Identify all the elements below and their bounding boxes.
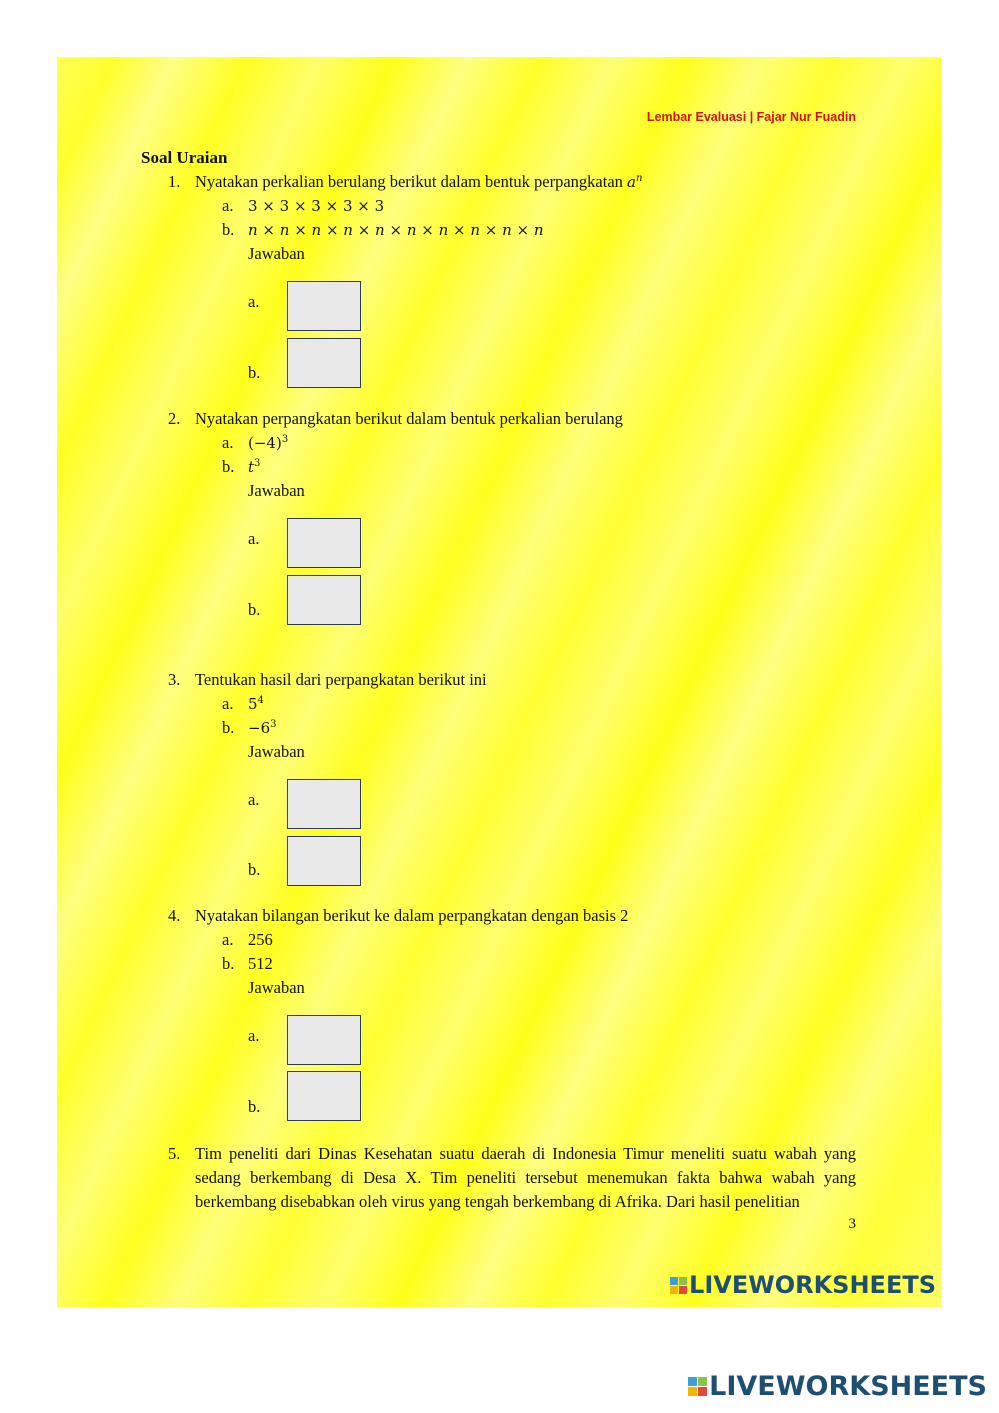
question-text: Nyatakan perpangkatan berikut dalam bentuk perkalian berulang — [195, 409, 623, 428]
question-number: 3. — [168, 670, 181, 689]
answer-label-a: a. — [248, 790, 260, 809]
answer-label-b: b. — [248, 860, 261, 879]
question-5 — [168, 1142, 856, 1214]
item-label: b. — [222, 220, 235, 239]
answer-box-2b[interactable] — [287, 575, 361, 625]
question-text: Nyatakan bilangan berikut ke dalam perpangkatan dengan basis 2 — [195, 906, 629, 925]
question-3-item-b — [222, 718, 277, 738]
item-label: b. — [222, 954, 235, 973]
item-label: b. — [222, 718, 235, 737]
item-label: a. — [222, 433, 234, 452]
item-label: a. — [222, 694, 234, 713]
item-expression: $-6^3$ — [248, 719, 277, 737]
question-1-item-b — [222, 220, 544, 240]
question-2 — [168, 409, 623, 429]
answer-box-4a[interactable] — [287, 1015, 361, 1065]
item-label: a. — [222, 196, 234, 215]
liveworksheets-logo-icon — [670, 1277, 687, 1294]
answer-box-3b[interactable] — [287, 836, 361, 886]
liveworksheets-watermark-inner — [670, 1271, 936, 1299]
item-expression: 3 × 3 × 3 × 3 × 3 — [248, 197, 385, 215]
question-number: 4. — [168, 906, 181, 925]
question-text: Nyatakan perkalian berulang berikut dalam bentuk perpangkatan — [195, 172, 623, 191]
question-text: Tentukan hasil dari perpangkatan berikut ini — [195, 670, 487, 689]
header-credit: Lembar Evaluasi | Fajar Nur Fuadin — [646, 110, 856, 124]
answer-label-b: b. — [248, 600, 261, 619]
answer-label-a: a. — [248, 292, 260, 311]
item-expression: $(-4)^3$ — [248, 434, 289, 452]
question-3 — [168, 670, 487, 690]
item-value: 512 — [248, 954, 273, 973]
item-label: b. — [222, 457, 235, 476]
answer-box-1b[interactable] — [287, 338, 361, 388]
answer-heading: Jawaban — [248, 481, 305, 500]
answer-label-b: b. — [248, 1097, 261, 1116]
answer-label-b: b. — [248, 363, 261, 382]
item-expression: n × n × n × n × n × n × n × n × n × n — [248, 221, 544, 239]
question-text: Tim peneliti dari Dinas Kesehatan suatu daerah di Indonesia Timur meneliti suatu wabah yang sedang berkembang di Desa X. Tim peneliti tersebut menemukan fakta bahwa wabah yang berkembang disebabkan oleh virus yang tengah berkembang di Afrika. Dari hasil penelitian — [195, 1144, 856, 1211]
question-4 — [168, 906, 628, 926]
item-expression: $t^3$ — [248, 458, 261, 476]
question-2-item-a — [222, 433, 288, 453]
question-1 — [168, 172, 642, 192]
question-4-item-b — [222, 954, 273, 974]
brand-name: LIVEWORKSHEETS — [689, 1271, 936, 1299]
item-expression: $5^4$ — [248, 695, 264, 713]
question-number: 5. — [168, 1144, 181, 1163]
brand-name: LIVEWORKSHEETS — [709, 1371, 987, 1402]
question-2-item-b — [222, 457, 260, 477]
answer-label-a: a. — [248, 529, 260, 548]
answer-heading: Jawaban — [248, 244, 305, 263]
answer-box-2a[interactable] — [287, 518, 361, 568]
question-number: 1. — [168, 172, 181, 191]
page-number: 3 — [848, 1216, 856, 1232]
liveworksheets-logo-icon — [688, 1377, 707, 1396]
item-value: 256 — [248, 930, 273, 949]
question-1-item-a — [222, 196, 384, 216]
answer-heading: Jawaban — [248, 978, 305, 997]
question-math: $a^n$ — [627, 173, 643, 191]
question-number: 2. — [168, 409, 181, 428]
worksheet-page — [57, 57, 941, 1307]
question-4-item-a — [222, 930, 273, 950]
liveworksheets-watermark-outer — [688, 1371, 987, 1402]
answer-box-3a[interactable] — [287, 779, 361, 829]
question-3-item-a — [222, 694, 264, 714]
answer-heading: Jawaban — [248, 742, 305, 761]
answer-box-1a[interactable] — [287, 281, 361, 331]
section-title: Soal Uraian — [141, 148, 228, 167]
answer-box-4b[interactable] — [287, 1071, 361, 1121]
answer-label-a: a. — [248, 1026, 260, 1045]
item-label: a. — [222, 930, 234, 949]
